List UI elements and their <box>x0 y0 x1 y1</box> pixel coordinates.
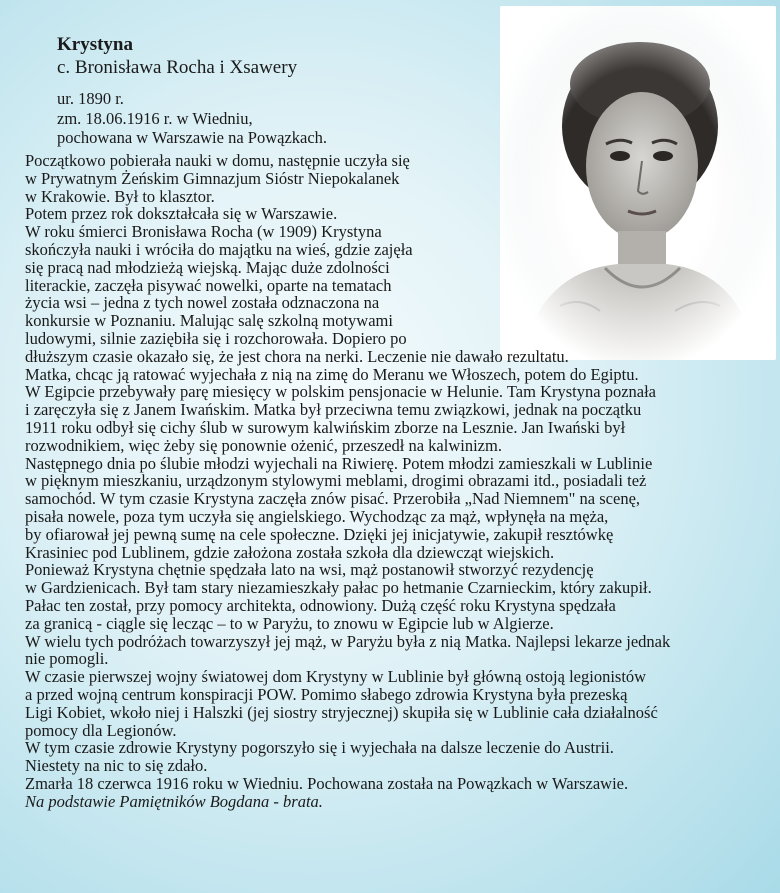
biography-line: samochód. W tym czasie Krystyna zaczęła znów pisać. Przerobiła „Nad Niemnem" na scenę, <box>25 489 641 509</box>
biography-line: pisała nowele, poza tym uczyła się angielskiego. Wychodząc za mąż, wpłynęła na męża, <box>25 506 609 526</box>
biography-line: konkursie w Poznaniu. Malując salę szkolną motywami <box>25 311 393 331</box>
biography-line: Potem przez rok dokształcała się w Warszawie. <box>25 204 338 224</box>
biography-line: ludowymi, silnie zaziębiła się i rozchorowała. Dopiero po <box>25 328 407 348</box>
biography-line: w Gardzienicach. Był tam stary niezamieszkały pałac po hetmanie Czarnieckim, który zakupił. <box>25 578 652 598</box>
biography-line: pomocy dla Legionów. <box>25 720 177 740</box>
biography-line: by ofiarował jej pewną sumę na cele społeczne. Dzięki jej inicjatywie, zakupił resztówkę <box>25 524 614 544</box>
biography-line: się pracą nad młodzieżą wiejską. Mając duże zdolności <box>25 257 390 277</box>
biography-line: Początkowo pobierała nauki w domu, następnie uczyła się <box>25 151 410 170</box>
biography-line: nie pomogli. <box>25 649 109 669</box>
biography-line: W czasie pierwszej wojny światowej dom Krystyny w Lublinie był główną ostoją legionistów <box>25 667 647 687</box>
biography-line: w Prywatnym Żeńskim Gimnazjum Sióstr Niepokalanek <box>25 168 400 188</box>
biography-line: W roku śmierci Bronisława Rocha (w 1909) Krystyna <box>25 222 382 242</box>
burial-place: pochowana w Warszawie na Powązkach. <box>57 128 328 147</box>
biography-line: literackie, zaczęła pisywać nowelki, oparte na tematach <box>25 275 392 295</box>
source-note: Na podstawie Pamiętników Bogdana - brata. <box>25 791 323 811</box>
biography-text <box>25 152 775 810</box>
parents-line: c. Bronisława Rocha i Xsawery <box>57 57 298 78</box>
biography-line: rozwodnikiem, więc żeby się ponownie ożenić, przeszedł na kalwinizm. <box>25 435 502 455</box>
biography-line: W wielu tych podróżach towarzyszył jej mąż, w Paryżu była z nią Matka. Najlepsi lekarze jednak <box>25 631 671 651</box>
biography-line: życia wsi – jedna z tych nowel została odznaczona na <box>25 293 380 313</box>
biography-line: Pałac ten został, przy pomocy architekta, odnowiony. Dużą część roku Krystyna spędzała <box>25 595 616 615</box>
biography-line: skończyła nauki i wróciła do majątku na wieś, gdzie zajęła <box>25 239 413 259</box>
biography-line: w Krakowie. Był to klasztor. <box>25 186 215 206</box>
biography-line: W Egipcie przebywały parę miesięcy w polskim pensjonacie w Helunie. Tam Krystyna poznała <box>25 382 656 402</box>
name-heading: Krystyna <box>57 34 133 55</box>
birth-date: ur. 1890 r. <box>57 89 124 108</box>
biography-line: Zmarła 18 czerwca 1916 roku w Wiedniu. Pochowana została na Powązkach w Warszawie. <box>25 773 629 793</box>
life-dates <box>57 89 327 148</box>
biography-line: Następnego dnia po ślubie młodzi wyjechali na Riwierę. Potem młodzi zamieszkali w Lublinie <box>25 453 653 473</box>
biography-line: i zaręczyła się z Janem Iwańskim. Matka był przeciwna temu związkowi, jednak na początku <box>25 400 642 420</box>
biography-line: Matka, chcąc ją ratować wyjechała z nią na zimę do Meranu we Włoszech, potem do Egiptu. <box>25 364 639 384</box>
biography-line: za granicą - ciągle się lecząc – to w Paryżu, to znowu w Egipcie lub w Algierze. <box>25 613 554 633</box>
biography-line: w pięknym mieszkaniu, urządzonym stylowymi meblami, drogimi obrazami itd., posiadali też <box>25 471 647 491</box>
biography-line: Ligi Kobiet, wkoło niej i Halszki (jej siostry stryjecznej) skupiła się w Lublinie cała działalność <box>25 702 658 722</box>
biography-line: Niestety na nic to się zdało. <box>25 756 208 776</box>
biography-line: a przed wojną centrum konspiracji POW. Pomimo słabego zdrowia Krystyna była prezeską <box>25 684 628 704</box>
biography-line: W tym czasie zdrowie Krystyny pogorszyło się i wyjechała na dalsze leczenie do Austrii. <box>25 738 614 758</box>
death-date: zm. 18.06.1916 r. w Wiedniu, <box>57 108 253 128</box>
biography-line: Ponieważ Krystyna chętnie spędzała lato na wsi, mąż postanowił stworzyć rezydencję <box>25 560 594 580</box>
biography-line: Krasiniec pod Lublinem, gdzie założona została szkoła dla dziewcząt wiejskich. <box>25 542 555 562</box>
biography-line: dłuższym czasie okazało się, że jest chora na nerki. Leczenie nie dawało rezultatu. <box>25 346 569 366</box>
biography-line: 1911 roku odbył się cichy ślub w surowym kalwińskim zborze na Lesznie. Jan Iwański był <box>25 417 626 437</box>
